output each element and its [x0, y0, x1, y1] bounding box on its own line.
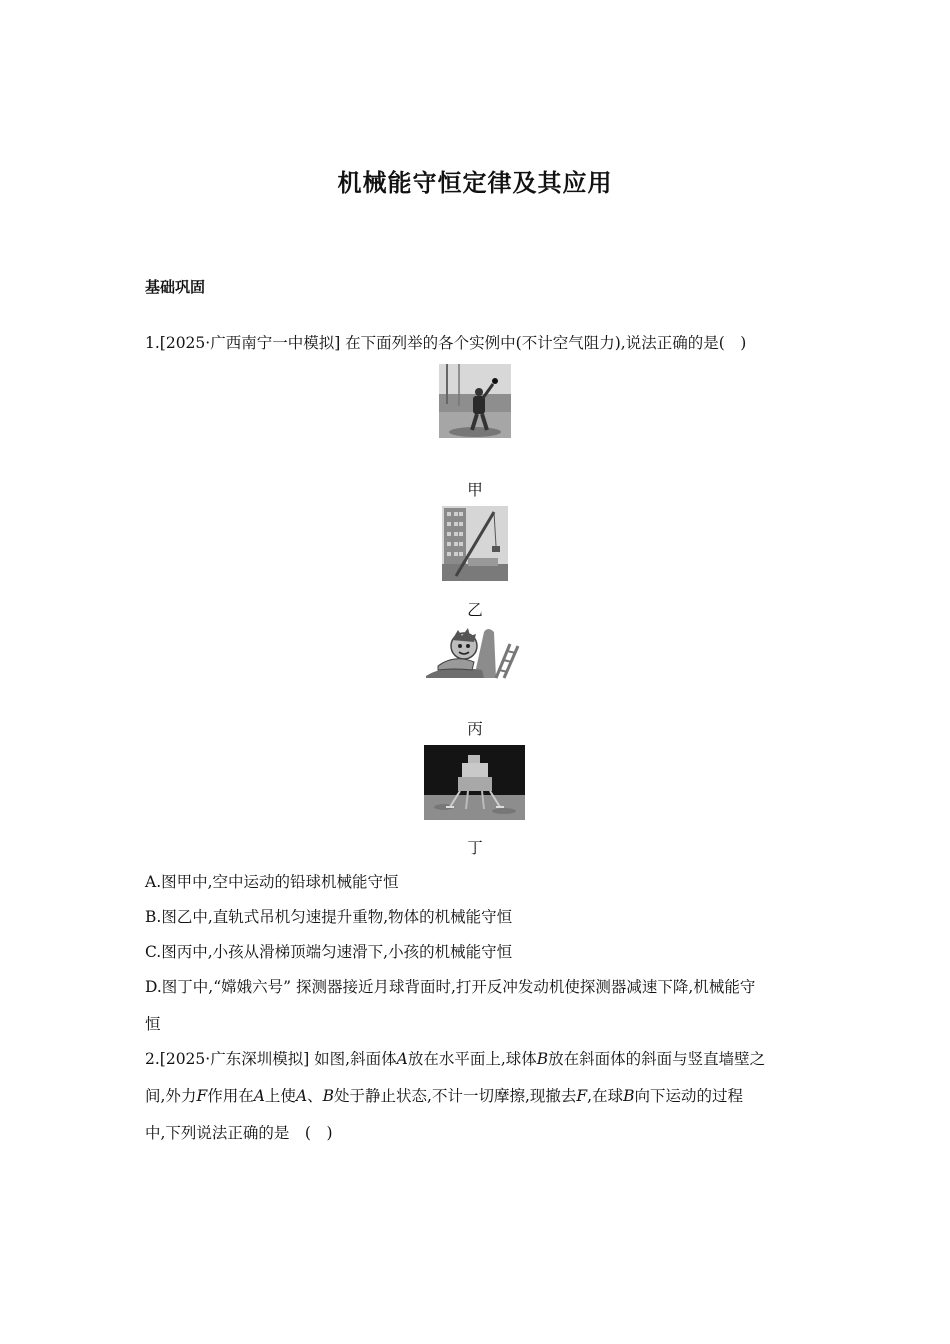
option-d-line2: 恒 [145, 1015, 161, 1033]
caption-ding: 丁 [467, 839, 483, 857]
q2-text: 放在斜面体的斜面与竖直墙壁之 [548, 1050, 766, 1068]
figure-lunar-lander [424, 745, 525, 820]
q2-text: 处于静止状态,不计一切摩擦,现撤去 [334, 1087, 577, 1105]
q2-text: ,在球 [587, 1087, 624, 1105]
question-2-line3: 中,下列说法正确的是 ( ) [145, 1124, 333, 1142]
figure-shot-put [439, 364, 511, 438]
var-a: A [396, 1050, 408, 1068]
page-title: 机械能守恒定律及其应用 [337, 168, 613, 197]
section-heading: 基础巩固 [145, 278, 206, 296]
option-a: A.图甲中,空中运动的铅球机械能守恒 [145, 873, 399, 891]
q2-text: 、 [307, 1087, 323, 1105]
var-a: A [253, 1087, 265, 1105]
question-2-line1 [145, 1047, 765, 1069]
q2-text: 间,外力 [145, 1087, 197, 1105]
q2-text: 放在水平面上,球体 [407, 1050, 537, 1068]
var-f: F [196, 1087, 208, 1105]
caption-jia: 甲 [467, 481, 483, 499]
var-a: A [295, 1087, 308, 1105]
var-b: B [623, 1087, 635, 1105]
q2-text: 向下运动的过程 [634, 1087, 744, 1105]
var-f: F [576, 1087, 588, 1105]
question-2-line2 [145, 1084, 743, 1106]
option-b: B.图乙中,直轨式吊机匀速提升重物,物体的机械能守恒 [145, 908, 513, 926]
shot-put-image [439, 364, 511, 438]
q2-text: 2.[2025·广东深圳模拟] 如图,斜面体 [145, 1050, 397, 1068]
lunar-lander-image [424, 745, 525, 820]
var-b: B [536, 1050, 549, 1068]
figure-crane [442, 506, 508, 581]
q2-text: 作用在 [207, 1087, 254, 1105]
q2-text: 上使 [264, 1087, 296, 1105]
crane-image [442, 506, 508, 581]
caption-yi: 乙 [467, 601, 483, 619]
option-c: C.图丙中,小孩从滑梯顶端匀速滑下,小孩的机械能守恒 [145, 943, 513, 961]
figure-slide [424, 624, 524, 680]
question-1-stem: 1.[2025·广西南宁一中模拟] 在下面列举的各个实例中(不计空气阻力),说法正确的是( ) [145, 334, 747, 352]
option-d-line1: D.图丁中,“嫦娥六号” 探测器接近月球背面时,打开反冲发动机使探测器减速下降,机械能守 [145, 978, 756, 996]
slide-image [424, 624, 524, 680]
caption-bing: 丙 [467, 720, 483, 738]
var-b: B [322, 1087, 335, 1105]
